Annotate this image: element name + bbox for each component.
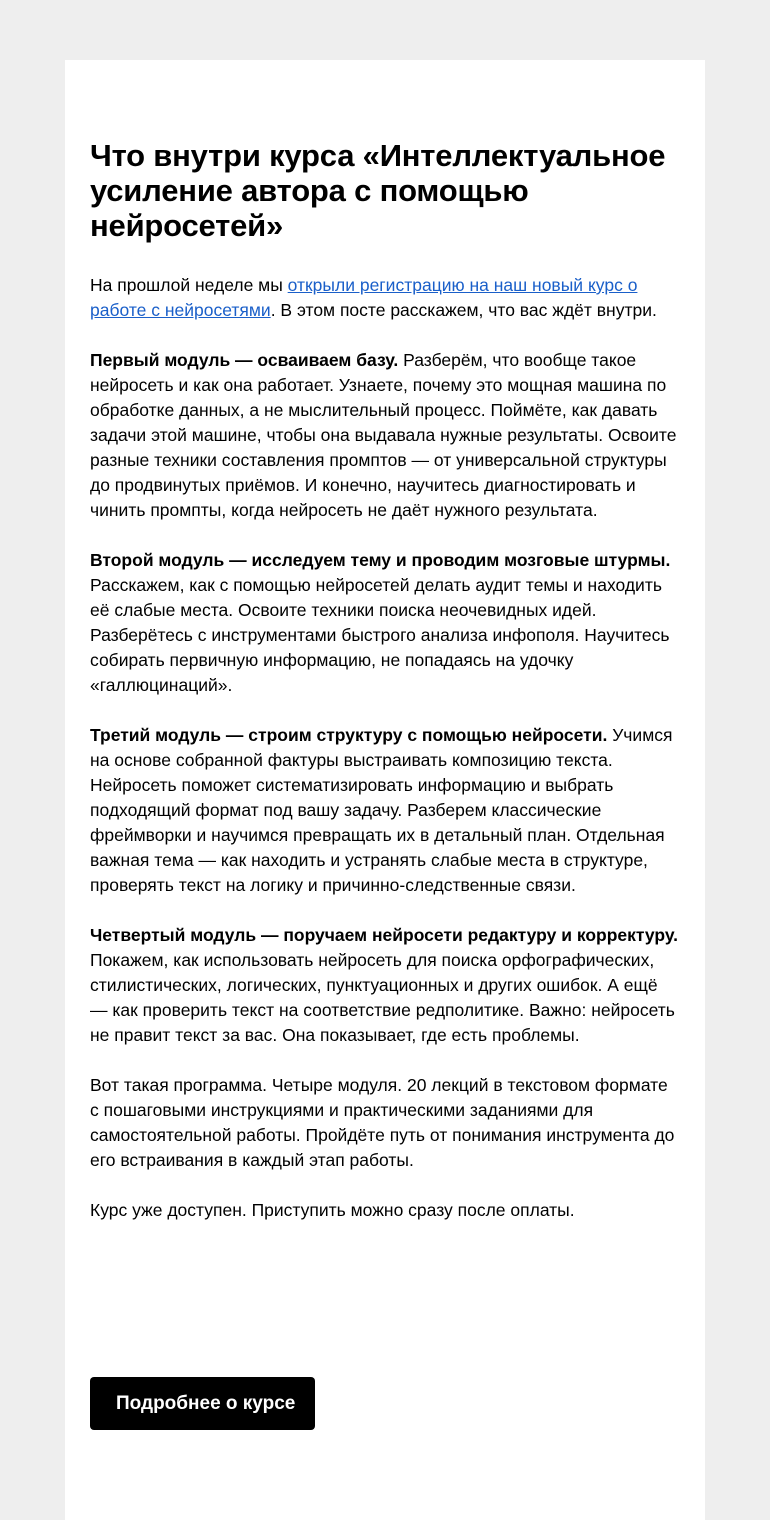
module-4-body: Покажем, как использовать нейросеть для поиска орфографических, стилистических, логических, пунктуационных и других ошибок. А ещё — как проверить текст на соответствие редполитике. Важно: нейросеть не правит текст за вас. Она показывает, где есть проблемы. xyxy=(90,950,675,1045)
module-1-heading: Первый модуль — осваиваем базу. xyxy=(90,350,399,370)
article-title: Что внутри курса «Интеллектуальное усиление автора с помощью нейросетей» xyxy=(90,138,666,243)
course-details-button[interactable]: Подробнее о курсе xyxy=(90,1377,315,1430)
intro-text-after: . В этом посте расскажем, что вас ждёт внутри. xyxy=(270,300,657,320)
module-4-paragraph xyxy=(90,923,680,1048)
module-1-body: Разберём, что вообще такое нейросеть и как она работает. Узнаете, почему это мощная машина по обработке данных, а не мыслительный процесс. Поймёте, как давать задачи этой машине, чтобы она выдавала нужные результаты. Освоите разные техники составления промптов — от универсальной структуры до продвинутых приёмов. И конечно, научитесь диагностировать и чинить промпты, когда нейросеть не даёт нужного результата. xyxy=(90,350,677,520)
module-3-paragraph xyxy=(90,723,680,898)
module-3-body: Учимся на основе собранной фактуры выстраивать композицию текста. Нейросеть поможет систематизировать информацию и выбрать подходящий формат под вашу задачу. Разберем классические фреймворки и научимся превращать их в детальный план. Отдельная важная тема — как находить и устранять слабые места в структуре, проверять текст на логику и причинно-следственные связи. xyxy=(90,725,673,895)
article-content xyxy=(90,138,680,1223)
module-2-body: Расскажем, как с помощью нейросетей делать аудит темы и находить её слабые места. Освоите техники поиска неочевидных идей. Разберётесь с инструментами быстрого анализа инфополя. Научитесь собирать первичную информацию, не попадаясь на удочку «галлюцинаций». xyxy=(90,575,670,695)
summary-paragraph: Вот такая программа. Четыре модуля. 20 лекций в текстовом формате с пошаговыми инструкциями и практическими заданиями для самостоятельной работы. Пройдёте путь от понимания инструмента до его встраивания в каждый этап работы. xyxy=(90,1075,675,1170)
email-card xyxy=(65,60,705,1520)
module-1-paragraph xyxy=(90,348,680,523)
availability-paragraph: Курс уже доступен. Приступить можно сразу после оплаты. xyxy=(90,1200,575,1220)
module-2-heading: Второй модуль — исследуем тему и проводим мозговые штурмы. xyxy=(90,550,671,570)
module-3-heading: Третий модуль — строим структуру с помощью нейросети. xyxy=(90,725,608,745)
course-registration-link[interactable]: открыли регистрацию на наш новый курс о работе с нейросетями xyxy=(90,275,638,320)
intro-text-before: На прошлой неделе мы xyxy=(90,275,288,295)
module-2-paragraph xyxy=(90,548,680,698)
intro-paragraph xyxy=(90,273,680,323)
module-4-heading: Четвертый модуль — поручаем нейросети редактуру и корректуру. xyxy=(90,925,678,945)
